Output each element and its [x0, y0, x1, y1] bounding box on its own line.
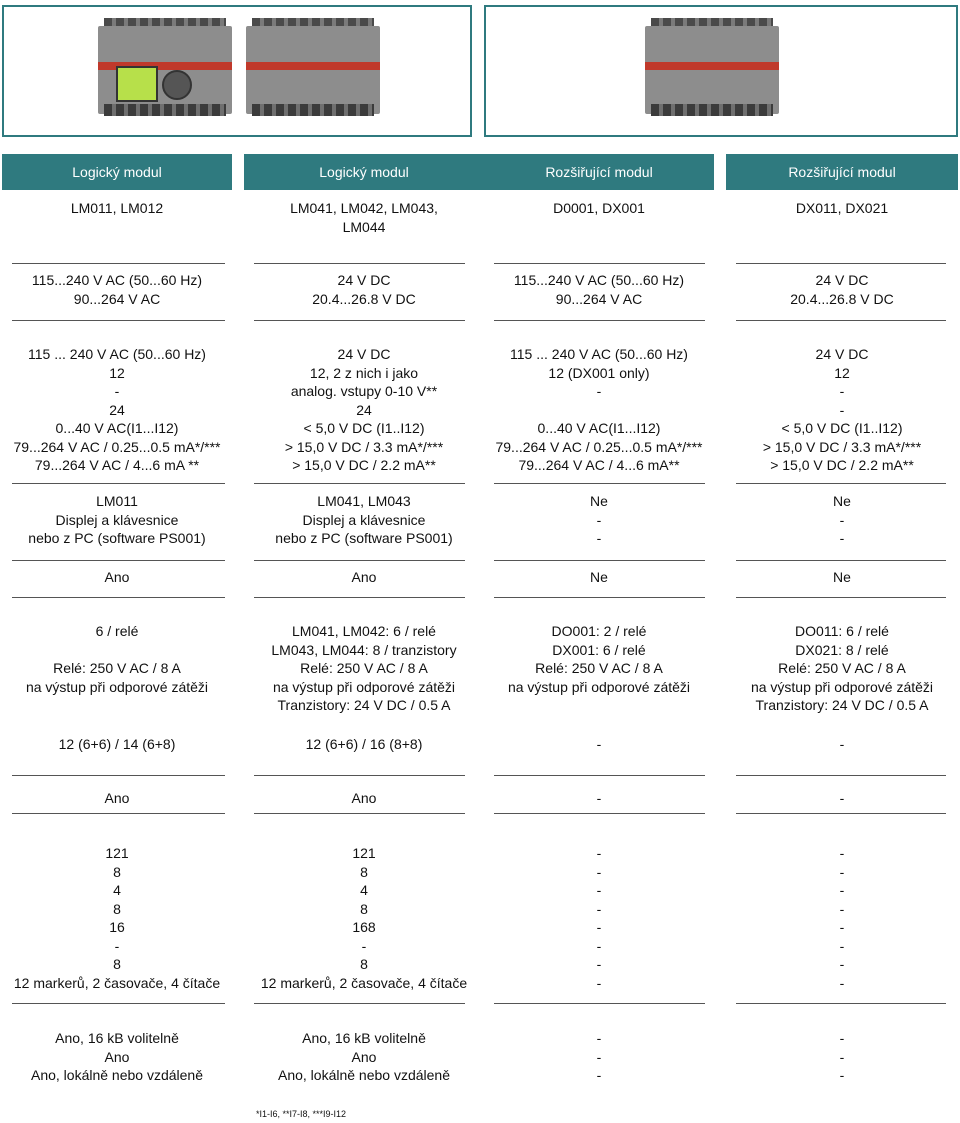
- row-divider: [494, 483, 705, 484]
- cell-r5-c3-line4: Tranzistory: 24 V DC / 0.5 A: [755, 697, 929, 713]
- cell-r8-c0-line3: 8: [113, 900, 121, 917]
- cell-r8-c1-line6: 8: [360, 956, 368, 972]
- cell-r9-c3-line1: -: [839, 1048, 845, 1065]
- cell-r3-c0-line0: LM011: [96, 493, 138, 509]
- cell-r8-c3-line0: -: [839, 845, 845, 861]
- cell-r9-c1-line1: Ano: [351, 1048, 377, 1065]
- cell-r3-c3-line1: -: [839, 511, 845, 528]
- cell-r8-c3-line4: -: [839, 919, 845, 935]
- row-divider: [254, 320, 465, 321]
- cell-r8-c2-line0: -: [596, 845, 602, 861]
- cell-r8-c1-line4: 168: [352, 919, 376, 935]
- cell-r8-c1-line2: 4: [360, 882, 368, 898]
- cell-r8-c0-line0: 121: [105, 845, 129, 861]
- cell-r2-c1-line3: 24: [356, 401, 372, 418]
- cell-r8-c2-line4: -: [596, 919, 602, 935]
- cell-r5-c1-line3: na výstup při odporové zátěži: [272, 678, 456, 695]
- cell-r9-c0-line2: Ano, lokálně nebo vzdáleně: [30, 1067, 204, 1083]
- cell-r8-c2-line1: -: [596, 863, 602, 880]
- row-divider: [736, 483, 946, 484]
- row-divider: [254, 597, 465, 598]
- cell-r2-c1-line5: > 15,0 V DC / 3.3 mA*/***: [284, 438, 444, 455]
- cell-r2-c3-line3: -: [839, 401, 845, 418]
- cell-r2-c0-line3: 24: [109, 401, 125, 418]
- cell-r6-c0-line0: 12 (6+6) / 14 (6+8): [58, 736, 176, 752]
- cell-r8-c0-line5: -: [114, 937, 120, 954]
- cell-r5-c2-line3: na výstup při odporové zátěži: [507, 678, 691, 695]
- cell-r9-c3-line2: -: [839, 1067, 845, 1083]
- cell-r8-c3-line6: -: [839, 956, 845, 972]
- cell-r5-c3-line0: DO011: 6 / relé: [795, 623, 889, 639]
- cell-r2-c1-line2: analog. vstupy 0-10 V**: [290, 383, 438, 399]
- cell-r3-c2-line0: Ne: [590, 493, 608, 509]
- row-divider: [494, 1003, 705, 1004]
- cell-r3-c2-line1: -: [596, 511, 602, 528]
- cell-r8-c0-line1: 8: [113, 863, 121, 880]
- cell-r8-c3-line5: -: [839, 937, 845, 954]
- column-header-expansion-module-1: Rozšiřující modul: [484, 154, 714, 190]
- cell-r2-c2-line5: 79...264 V AC / 0.25...0.5 mA*/***: [495, 438, 703, 455]
- cell-r0-c1-line0: LM041, LM042, LM043,: [290, 200, 438, 216]
- row-divider: [736, 597, 946, 598]
- row-divider: [494, 320, 705, 321]
- row-divider: [736, 1003, 946, 1004]
- cell-r8-c2-line5: -: [596, 937, 602, 954]
- cell-r3-c0-line2: nebo z PC (software PS001): [28, 530, 206, 546]
- row-divider: [12, 483, 225, 484]
- cell-r8-c0-line4: 16: [109, 919, 125, 935]
- cell-r5-c1-line4: Tranzistory: 24 V DC / 0.5 A: [277, 697, 451, 713]
- cell-r5-c1-line2: Relé: 250 V AC / 8 A: [300, 660, 428, 676]
- cell-r9-c1-line0: Ano, 16 kB volitelně: [302, 1030, 426, 1046]
- cell-r9-c2-line0: -: [596, 1030, 602, 1046]
- row-divider: [494, 597, 705, 598]
- cell-r5-c1-line0: LM041, LM042: 6 / relé: [292, 623, 436, 639]
- cell-r5-c0-line2: Relé: 250 V AC / 8 A: [53, 660, 181, 676]
- row-divider: [736, 263, 946, 264]
- cell-r8-c1-line7: 12 markerů, 2 časovače, 4 čítače: [260, 974, 468, 991]
- cell-r2-c3-line6: > 15,0 V DC / 2.2 mA**: [770, 457, 914, 473]
- cell-r8-c1-line5: -: [361, 937, 367, 954]
- row-divider: [494, 263, 705, 264]
- column-header-expansion-module-2: Rozšiřující modul: [726, 154, 958, 190]
- cell-r2-c2-line0: 115 ... 240 V AC (50...60 Hz): [510, 346, 688, 362]
- row-divider: [12, 813, 225, 814]
- cell-r3-c3-line0: Ne: [833, 493, 851, 509]
- cell-r2-c2-line4: 0...40 V AC(I1...I12): [537, 420, 661, 436]
- row-divider: [736, 813, 946, 814]
- row-divider: [12, 560, 225, 561]
- cell-r8-c2-line6: -: [596, 956, 602, 972]
- cell-r4-c2-line0: Ne: [590, 569, 608, 585]
- cell-r2-c3-line2: -: [839, 383, 845, 399]
- cell-r8-c0-line6: 8: [113, 956, 121, 972]
- cell-r8-c3-line1: -: [839, 863, 845, 880]
- cell-r8-c0-line7: 12 markerů, 2 časovače, 4 čítače: [13, 974, 221, 991]
- cell-r8-c1-line3: 8: [360, 900, 368, 917]
- cell-r3-c1-line2: nebo z PC (software PS001): [275, 530, 453, 546]
- cell-r2-c0-line5: 79...264 V AC / 0.25...0.5 mA*/***: [13, 438, 221, 455]
- cell-r8-c2-line7: -: [596, 974, 602, 991]
- cell-r2-c3-line0: 24 V DC: [815, 346, 869, 362]
- expansion-module-image: [645, 18, 779, 118]
- cell-r2-c1-line0: 24 V DC: [337, 346, 391, 362]
- cell-r4-c1-line0: Ano: [351, 569, 377, 585]
- row-divider: [12, 1003, 225, 1004]
- cell-r8-c3-line2: -: [839, 882, 845, 898]
- row-divider: [12, 597, 225, 598]
- cell-r5-c2-line1: DX001: 6 / relé: [552, 641, 646, 658]
- cell-r9-c3-line0: -: [839, 1030, 845, 1046]
- row-divider: [12, 775, 225, 776]
- cell-r3-c1-line0: LM041, LM043: [317, 493, 411, 509]
- cell-r2-c0-line6: 79...264 V AC / 4...6 mA **: [34, 457, 200, 473]
- cell-r5-c2-line0: DO001: 2 / relé: [551, 623, 647, 639]
- cell-r5-c3-line3: na výstup při odporové zátěži: [750, 678, 934, 695]
- cell-r1-c2-line1: 90...264 V AC: [555, 290, 643, 307]
- cell-r2-c0-line1: 12: [109, 364, 125, 381]
- cell-r2-c1-line4: < 5,0 V DC (I1..I12): [303, 420, 425, 436]
- row-divider: [736, 320, 946, 321]
- cell-r1-c3-line0: 24 V DC: [815, 272, 869, 288]
- cell-r8-c2-line2: -: [596, 882, 602, 898]
- cell-r1-c3-line1: 20.4...26.8 V DC: [790, 290, 894, 307]
- footnote: *I1-I6, **I7-I8, ***I9-I12: [256, 1109, 347, 1119]
- cell-r5-c0-line0: 6 / relé: [95, 623, 139, 639]
- cell-r2-c2-line2: -: [596, 383, 602, 399]
- row-divider: [736, 560, 946, 561]
- cell-r2-c3-line1: 12: [834, 364, 850, 381]
- cell-r2-c1-line6: > 15,0 V DC / 2.2 mA**: [292, 457, 436, 473]
- cell-r4-c0-line0: Ano: [104, 569, 130, 585]
- row-divider: [12, 263, 225, 264]
- logo-module-without-display-image: [246, 18, 380, 118]
- cell-r3-c1-line1: Displej a klávesnice: [302, 511, 426, 528]
- row-divider: [736, 775, 946, 776]
- cell-r2-c3-line4: < 5,0 V DC (I1..I12): [781, 420, 903, 436]
- cell-r2-c0-line0: 115 ... 240 V AC (50...60 Hz): [28, 346, 206, 362]
- cell-r1-c2-line0: 115...240 V AC (50...60 Hz): [513, 272, 685, 288]
- cell-r0-c3-line0: DX011, DX021: [795, 200, 889, 216]
- row-divider: [254, 560, 465, 561]
- cell-r8-c2-line3: -: [596, 900, 602, 917]
- cell-r0-c1-line1: LM044: [342, 218, 386, 235]
- cell-r9-c1-line2: Ano, lokálně nebo vzdáleně: [277, 1067, 451, 1083]
- cell-r2-c2-line1: 12 (DX001 only): [548, 364, 650, 381]
- row-divider: [254, 263, 465, 264]
- row-divider: [254, 483, 465, 484]
- cell-r8-c3-line3: -: [839, 900, 845, 917]
- cell-r2-c2-line6: 79...264 V AC / 4...6 mA**: [518, 457, 680, 473]
- row-divider: [494, 775, 705, 776]
- cell-r9-c0-line1: Ano: [104, 1048, 130, 1065]
- cell-r8-c1-line1: 8: [360, 863, 368, 880]
- cell-r9-c2-line2: -: [596, 1067, 602, 1083]
- cell-r1-c0-line1: 90...264 V AC: [73, 290, 161, 307]
- cell-r5-c2-line2: Relé: 250 V AC / 8 A: [535, 660, 663, 676]
- cell-r0-c0-line0: LM011, LM012: [70, 200, 164, 216]
- logo-module-with-display-image: [98, 18, 232, 118]
- cell-r3-c3-line2: -: [839, 530, 845, 546]
- row-divider: [12, 320, 225, 321]
- cell-r8-c1-line0: 121: [352, 845, 376, 861]
- row-divider: [494, 813, 705, 814]
- cell-r6-c1-line0: 12 (6+6) / 16 (8+8): [305, 736, 423, 752]
- cell-r1-c1-line1: 20.4...26.8 V DC: [312, 290, 416, 307]
- cell-r2-c3-line5: > 15,0 V DC / 3.3 mA*/***: [762, 438, 922, 455]
- cell-r7-c2-line0: -: [596, 790, 602, 806]
- row-divider: [254, 813, 465, 814]
- cell-r5-c1-line1: LM043, LM044: 8 / tranzistory: [271, 641, 457, 658]
- cell-r1-c1-line0: 24 V DC: [337, 272, 391, 288]
- cell-r7-c0-line0: Ano: [104, 790, 130, 806]
- cell-r5-c0-line3: na výstup při odporové zátěži: [25, 678, 209, 695]
- cell-r1-c0-line0: 115...240 V AC (50...60 Hz): [31, 272, 203, 288]
- cell-r3-c2-line2: -: [596, 530, 602, 546]
- cell-r7-c3-line0: -: [839, 790, 845, 806]
- cell-r2-c0-line2: -: [114, 383, 120, 399]
- cell-r5-c3-line1: DX021: 8 / relé: [795, 641, 889, 658]
- row-divider: [494, 560, 705, 561]
- row-divider: [254, 775, 465, 776]
- cell-r2-c0-line4: 0...40 V AC(I1...I12): [55, 420, 179, 436]
- column-header-logic-module-2: Logický modul: [244, 154, 484, 190]
- cell-r7-c1-line0: Ano: [351, 790, 377, 806]
- cell-r8-c0-line2: 4: [113, 882, 121, 898]
- cell-r3-c0-line1: Displej a klávesnice: [55, 511, 179, 528]
- cell-r9-c2-line1: -: [596, 1048, 602, 1065]
- cell-r8-c3-line7: -: [839, 974, 845, 991]
- cell-r6-c3-line0: -: [839, 736, 845, 752]
- cell-r4-c3-line0: Ne: [833, 569, 851, 585]
- column-header-logic-module-1: Logický modul: [2, 154, 232, 190]
- cell-r2-c1-line1: 12, 2 z nich i jako: [309, 364, 419, 381]
- cell-r6-c2-line0: -: [596, 736, 602, 752]
- row-divider: [254, 1003, 465, 1004]
- cell-r0-c2-line0: D0001, DX001: [553, 200, 645, 216]
- module-photo-frame-left: [2, 5, 472, 137]
- cell-r5-c3-line2: Relé: 250 V AC / 8 A: [778, 660, 906, 676]
- cell-r9-c0-line0: Ano, 16 kB volitelně: [55, 1030, 179, 1046]
